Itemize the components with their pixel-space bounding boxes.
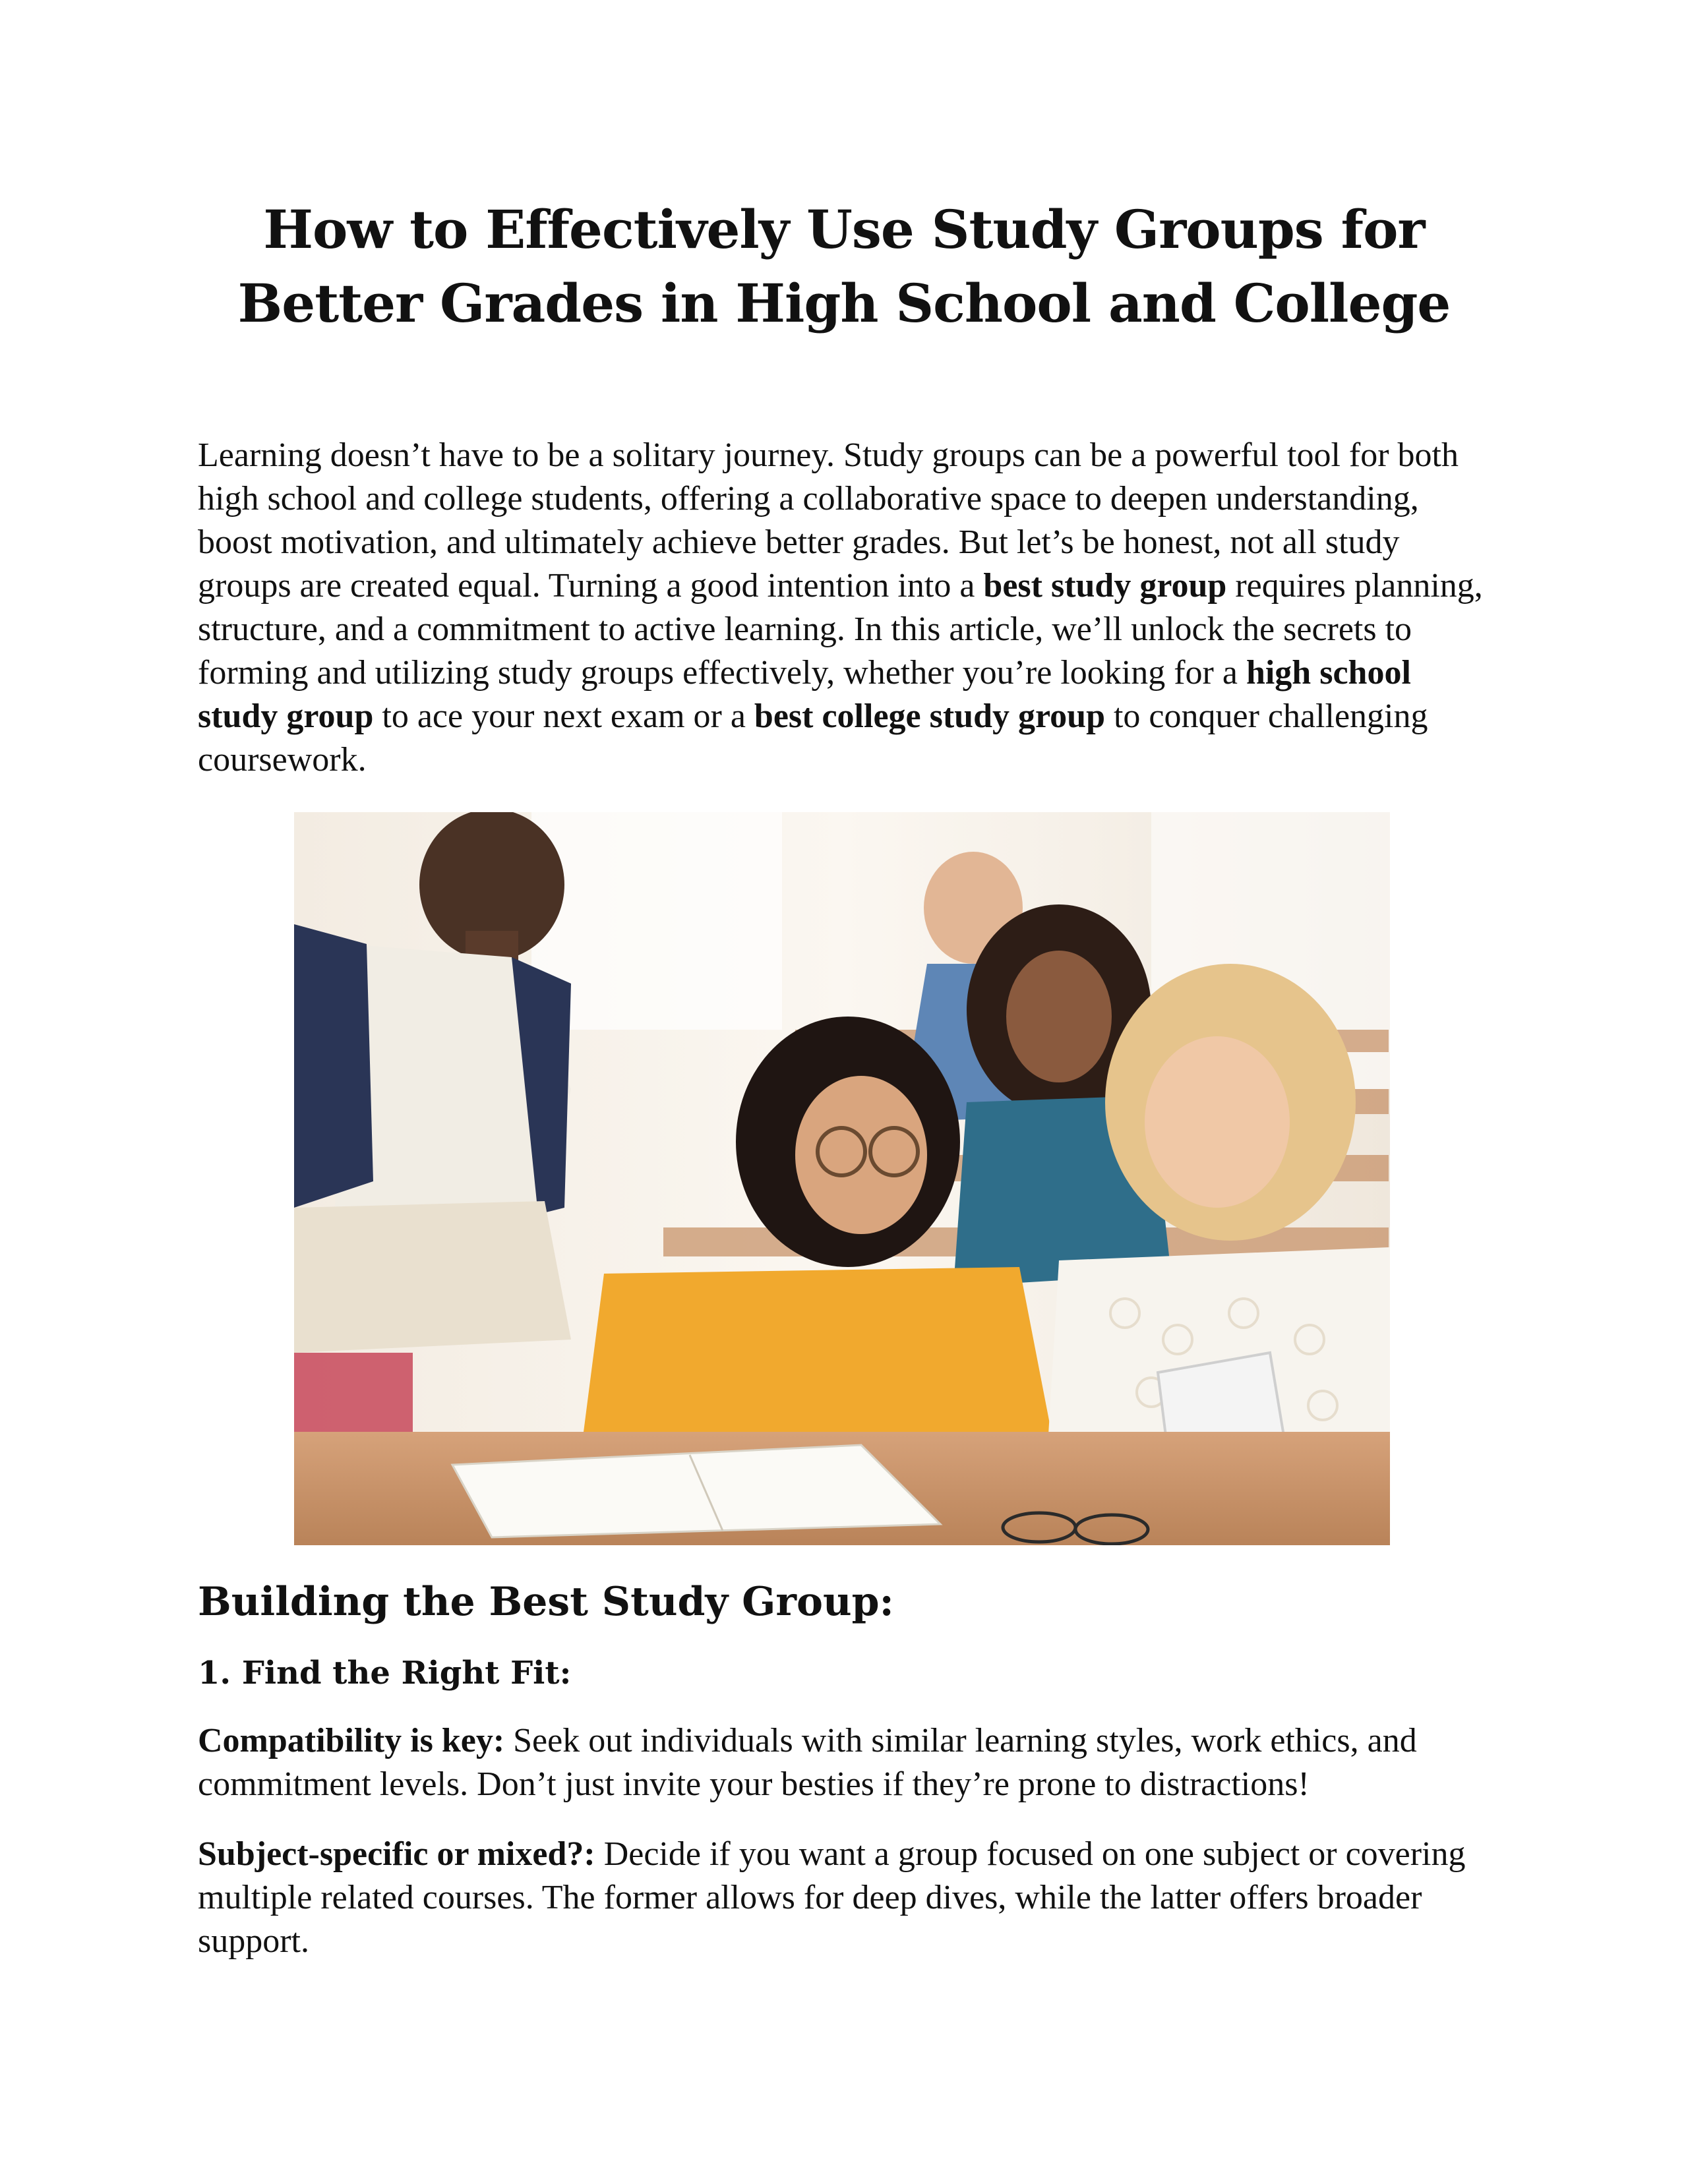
subsection-heading: 1. Find the Right Fit: bbox=[198, 1655, 572, 1692]
subject-paragraph bbox=[198, 1833, 1490, 1963]
compatibility-text: Seek out individuals with similar learning styles, work ethics, and commitment levels. Don’t just invite your besties if they’re prone to distractions! bbox=[198, 1722, 1417, 1803]
students-studying-photo bbox=[294, 812, 1390, 1545]
article-title-line-2: Better Grades in High School and College bbox=[237, 272, 1451, 334]
intro-paragraph bbox=[198, 434, 1490, 782]
compatibility-paragraph bbox=[198, 1719, 1490, 1806]
article-title-line-1: How to Effectively Use Study Groups for bbox=[263, 198, 1425, 260]
subject-label: Subject-specific or mixed?: bbox=[198, 1835, 595, 1873]
section-heading: Building the Best Study Group: bbox=[198, 1579, 894, 1625]
article-title bbox=[185, 192, 1503, 340]
intro-text-3: to ace your next exam or a bbox=[373, 697, 754, 735]
intro-bold-high-school-study-group: high school study group bbox=[198, 654, 1411, 735]
intro-text-2: requires planning, structure, and a commitment to active learning. In this article, we’ll unlock the secrets to forming and utilizing study groups effectively, whether you’re looking for a bbox=[198, 567, 1483, 692]
compatibility-label: Compatibility is key: bbox=[198, 1722, 505, 1759]
intro-bold-best-college-study-group: best college study group bbox=[754, 697, 1105, 735]
intro-text-1: Learning doesn’t have to be a solitary journey. Study groups can be a powerful tool for both high school and college students, offering a collaborative space to deepen understanding, boost motivation, and ultimately achieve better grades. But let’s be honest, not all study groups are created equal. Turning a good intention into a bbox=[198, 436, 1459, 605]
intro-bold-best-study-group: best study group bbox=[983, 567, 1227, 605]
subject-text: Decide if you want a group focused on one subject or covering multiple related courses. The former allows for deep dives, while the latter offers broader support. bbox=[198, 1835, 1466, 1960]
intro-text-4: to conquer challenging coursework. bbox=[198, 697, 1428, 779]
